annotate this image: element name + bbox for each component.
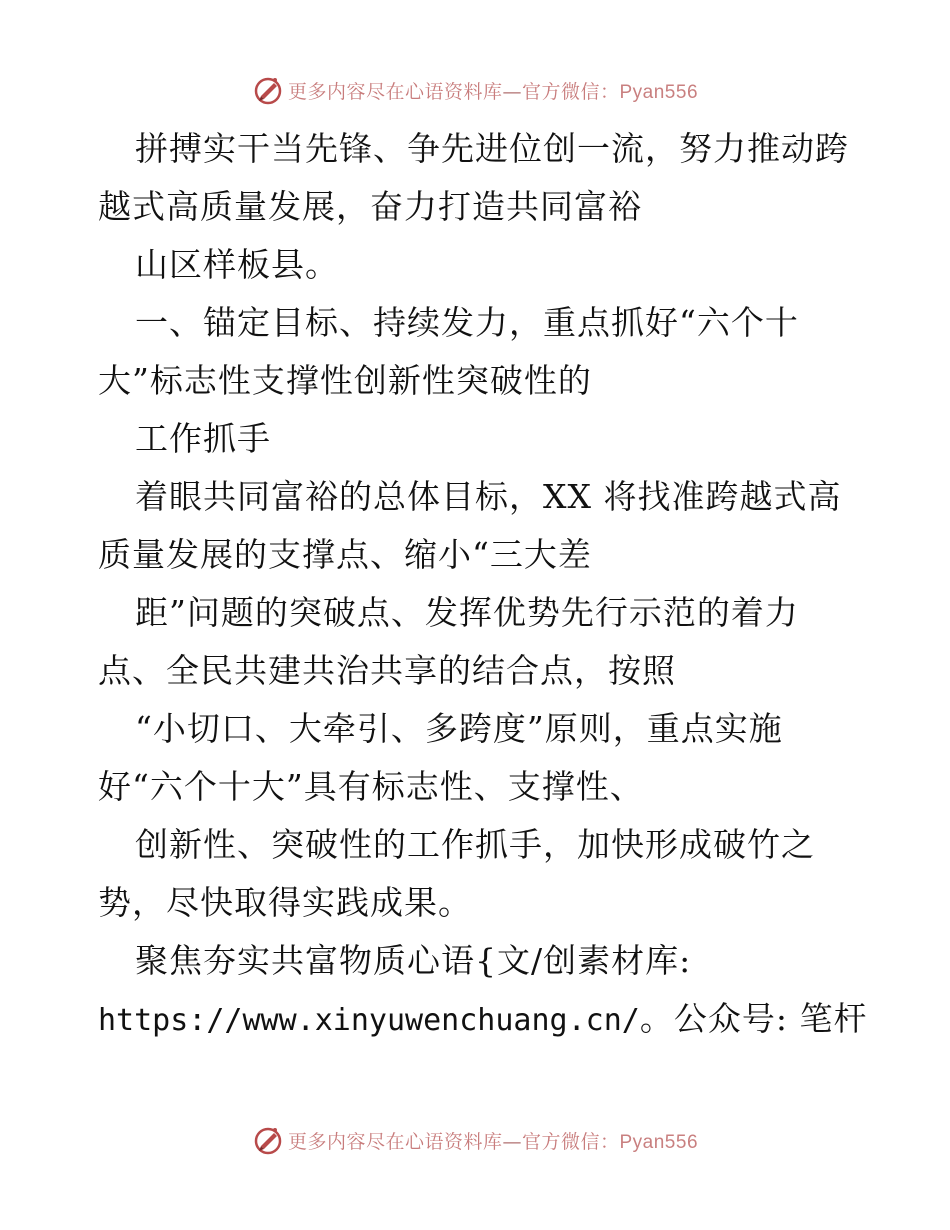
text-line: 距”问题的突破点、发挥优势先行示范的着力 — [135, 593, 799, 632]
watermark-text — [288, 1127, 698, 1154]
brush-pen-logo-icon — [252, 1124, 284, 1156]
watermark-wechat-id: Pyan556 — [619, 1131, 699, 1153]
footer-watermark-banner — [0, 1120, 950, 1160]
text-line: 山区样板县。 — [135, 245, 339, 284]
watermark-main-text: 更多内容尽在心语资料库 — [287, 1130, 503, 1153]
text-line: 着眼共同富裕的总体目标，XX 将找准跨越式高 — [135, 477, 842, 516]
text-line: 点、全民共建共治共享的结合点，按照 — [98, 651, 676, 690]
text-fragment: 。公众号: 笔杆 — [639, 999, 868, 1038]
text-line: 拼搏实干当先锋、争先进位创一流，努力推动跨 — [135, 129, 849, 168]
watermark-text — [288, 77, 698, 104]
watermark-official-label: 官方微信： — [521, 1130, 620, 1153]
watermark-separator: — — [502, 1130, 522, 1153]
text-line: 创新性、突破性的工作抓手，加快形成破竹之 — [135, 825, 815, 864]
header-watermark-banner — [0, 70, 950, 110]
text-line: 一、锚定目标、持续发力，重点抓好“六个十 — [135, 303, 799, 342]
text-line: 越式高质量发展，奋力打造共同富裕 — [98, 187, 642, 226]
text-line: 工作抓手 — [135, 419, 271, 458]
text-line: “小切口、大牵引、多跨度”原则，重点实施 — [135, 709, 783, 748]
watermark-official-label: 官方微信： — [521, 80, 620, 103]
document-body — [98, 125, 868, 1053]
brush-pen-logo-icon — [252, 74, 284, 106]
text-line: 势，尽快取得实践成果。 — [98, 883, 472, 922]
text-line: 聚焦夯实共富物质心语{文/创素材库: — [135, 941, 692, 980]
text-line: 质量发展的支撑点、缩小“三大差 — [98, 535, 592, 574]
url-text: https://www.xinyuwenchuang.cn/ — [98, 1003, 640, 1038]
watermark-wechat-id: Pyan556 — [619, 81, 699, 103]
watermark-main-text: 更多内容尽在心语资料库 — [287, 80, 503, 103]
text-line: 好“六个十大”具有标志性、支撑性、 — [98, 767, 644, 806]
watermark-separator: — — [502, 80, 522, 103]
text-line-url — [98, 995, 868, 1053]
text-line: 大”标志性支撑性创新性突破性的 — [98, 361, 592, 400]
